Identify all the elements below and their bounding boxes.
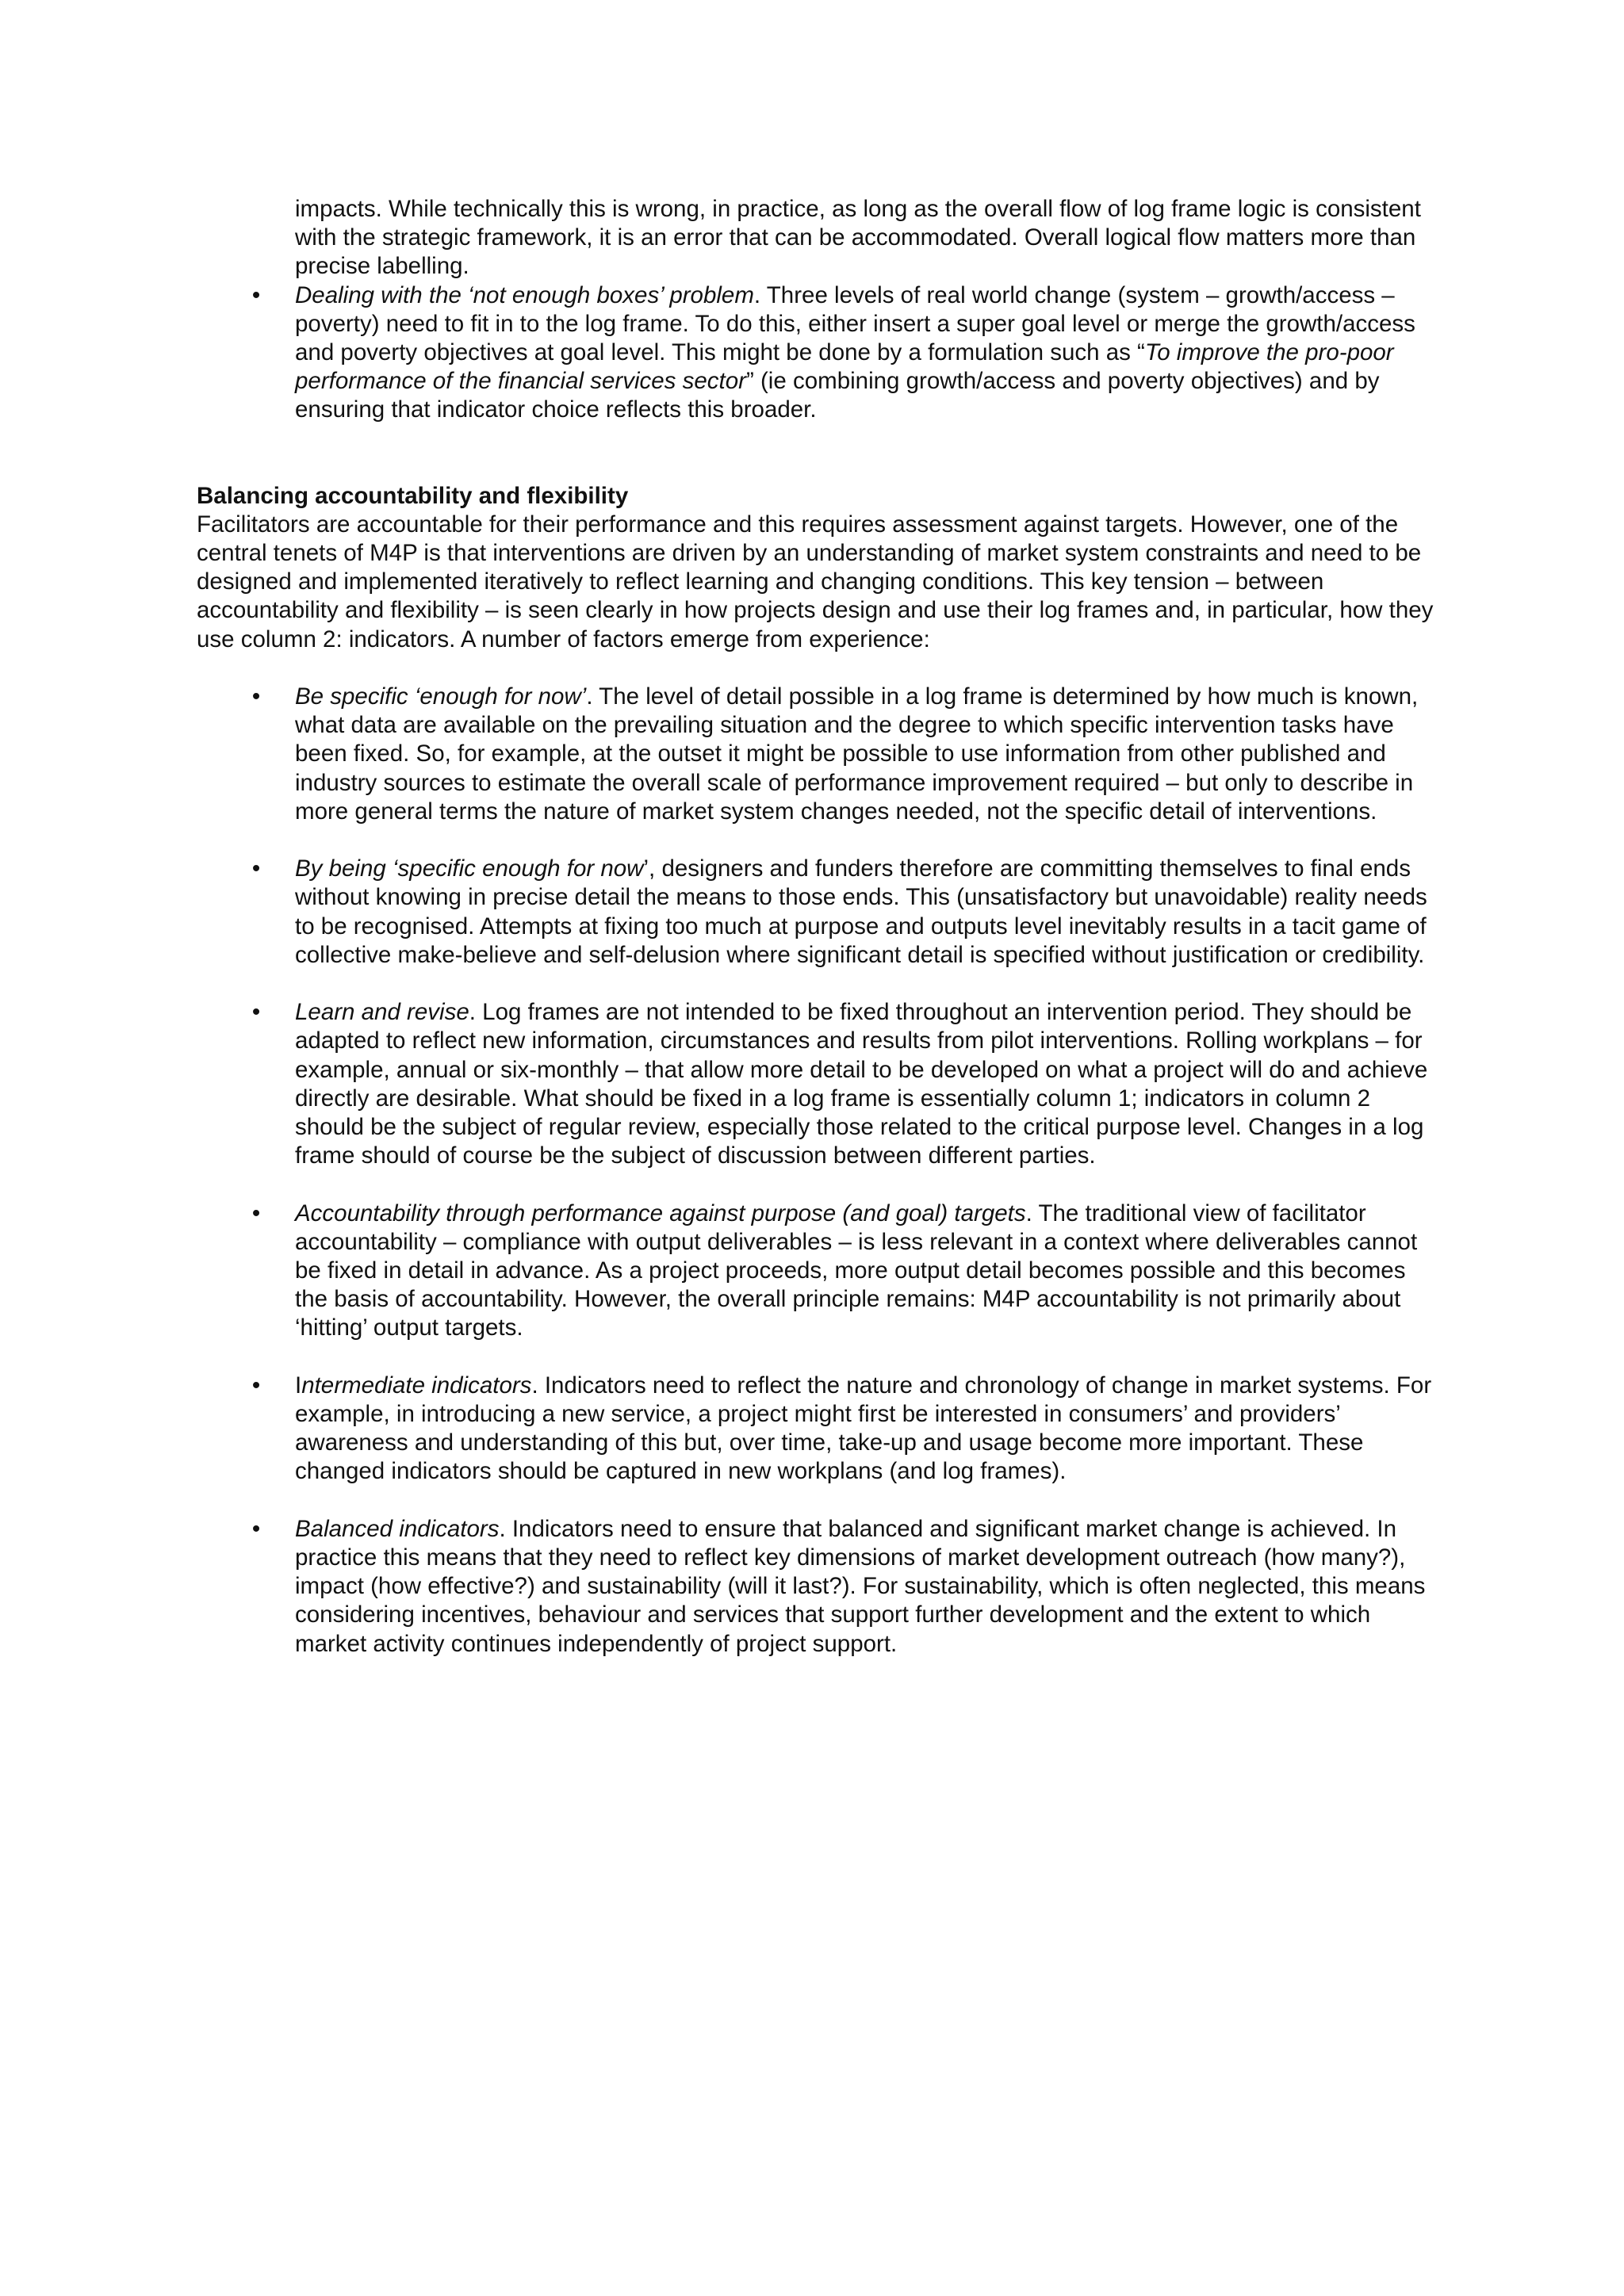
continued-paragraph: impacts. While technically this is wrong, in practice, as long as the overall flow of log frame logic is consistent with the strategic framework, it is an error that can be accommodated. Overall logical flow matters more than precise labelling. (295, 196, 1421, 280)
bullet-item-not-enough-boxes (197, 281, 1434, 425)
bullet-item-accountability (197, 1200, 1434, 1343)
bullet-icon: • (251, 999, 261, 1026)
section-heading: Balancing accountability and flexibility (197, 482, 629, 509)
bullet-lead: Learn and revise (295, 999, 469, 1026)
bullet-item-balanced-indicators (197, 1515, 1434, 1659)
bullet-icon: • (251, 1200, 261, 1226)
bullet-lead: By being ‘specific enough for now (295, 855, 644, 882)
section-accountability (197, 482, 1434, 1659)
bullet-lead: Accountability through performance against purpose (and goal) targets (295, 1200, 1026, 1226)
bullet-quote: To improve the pro-poor performance of the financial services sector (295, 339, 1394, 395)
top-bullet-list (197, 281, 1434, 425)
bullet-text: . Indicators need to ensure that balanced and significant market change is achieved. In practice this means that they need to reflect key dimensions of market development outreach (how many?), impact (how effective?) and sustainability (will it last?). For sustainability, which is often neglected, this means considering incentives, behaviour and services that support further development and the extent to which market activity continues independently of project support. (295, 1515, 1426, 1657)
bullet-icon: • (251, 683, 261, 710)
bullet-text: . The level of detail possible in a log frame is determined by how much is known, what data are available on the prevailing situation and the degree to which specific intervention tasks have been fixed. So, for example, at the outset it might be possible to use information from other published and industry sources to estimate the overall scale of performance improvement required – but only to describe in more general terms the nature of market system changes needed, not the specific detail of interventions. (295, 683, 1419, 825)
bullet-icon: • (251, 1515, 261, 1542)
bullet-prefix: I (295, 1372, 302, 1399)
bullet-text: . Indicators need to reflect the nature and chronology of change in market systems. For example, in introducing a new service, a project might first be interested in consumers’ and providers’ awareness and understanding of this but, over time, take-up and usage become more important. These changed indicators should be captured in new workplans (and log frames). (295, 1372, 1432, 1485)
bullet-icon: • (251, 855, 261, 882)
bullet-lead: Be specific ‘enough for now’ (295, 683, 587, 710)
bullet-lead: Dealing with the ‘not enough boxes’ problem (295, 281, 754, 308)
bullet-item-by-being-specific (197, 855, 1434, 970)
bullet-icon: • (251, 281, 261, 308)
bullet-icon: • (251, 1372, 261, 1399)
bullet-item-intermediate-indicators (197, 1372, 1434, 1487)
document-page (197, 195, 1434, 1659)
bullet-text: ’, designers and funders therefore are committing themselves to final ends without knowing in precise detail the means to those ends. This (unsatisfactory but unavoidable) reality needs to be recognised. Attempts at fixing too much at purpose and outputs level inevitably results in a tacit game of collective make-believe and self-delusion where significant detail is specified without justification or credibility. (295, 855, 1427, 968)
bullet-lead: Balanced indicators (295, 1515, 500, 1542)
bullet-item-learn-and-revise (197, 998, 1434, 1170)
bullet-text: . Log frames are not intended to be fixed throughout an intervention period. They should be adapted to reflect new information, circumstances and results from pilot interventions. Rolling workplans – for example, annual or six-monthly – that allow more detail to be developed on what a project will do and achieve directly are desirable. What should be fixed in a log frame is essentially column 1; indicators in column 2 should be the subject of regular review, especially those related to the critical purpose level. Changes in a log frame should of course be the subject of discussion between different parties. (295, 999, 1428, 1169)
section-intro: Facilitators are accountable for their performance and this requires assessment against targets. However, one of the central tenets of M4P is that interventions are driven by an understanding of market system constraints and need to be designed and implemented iteratively to reflect learning and changing conditions. This key tension – between accountability and flexibility – is seen clearly in how projects design and use their log frames and, in particular, how they use column 2: indicators. A number of factors emerge from experience: (197, 511, 1434, 652)
bullet-text: . The traditional view of facilitator accountability – compliance with output deliverables – is less relevant in a context where deliverables cannot be fixed in detail in advance. As a project proceeds, more output detail becomes possible and this becomes the basis of accountability. However, the overall principle remains: M4P accountability is not primarily about ‘hitting’ output targets. (295, 1200, 1418, 1341)
bullet-lead: ntermediate indicators (301, 1372, 532, 1399)
bullet-item-specific-enough (197, 683, 1434, 826)
bullet-text: ” (ie combining growth/access and poverty objectives) and by ensuring that indicator choice reflects this broader. (295, 368, 1380, 423)
bullet-text: . Three levels of real world change (system – growth/access – poverty) need to fit in to the log frame. To do this, either insert a super goal level or merge the growth/access and poverty objectives at goal level. This might be done by a formulation such as “ (295, 281, 1415, 366)
factor-bullet-list (197, 683, 1434, 1659)
